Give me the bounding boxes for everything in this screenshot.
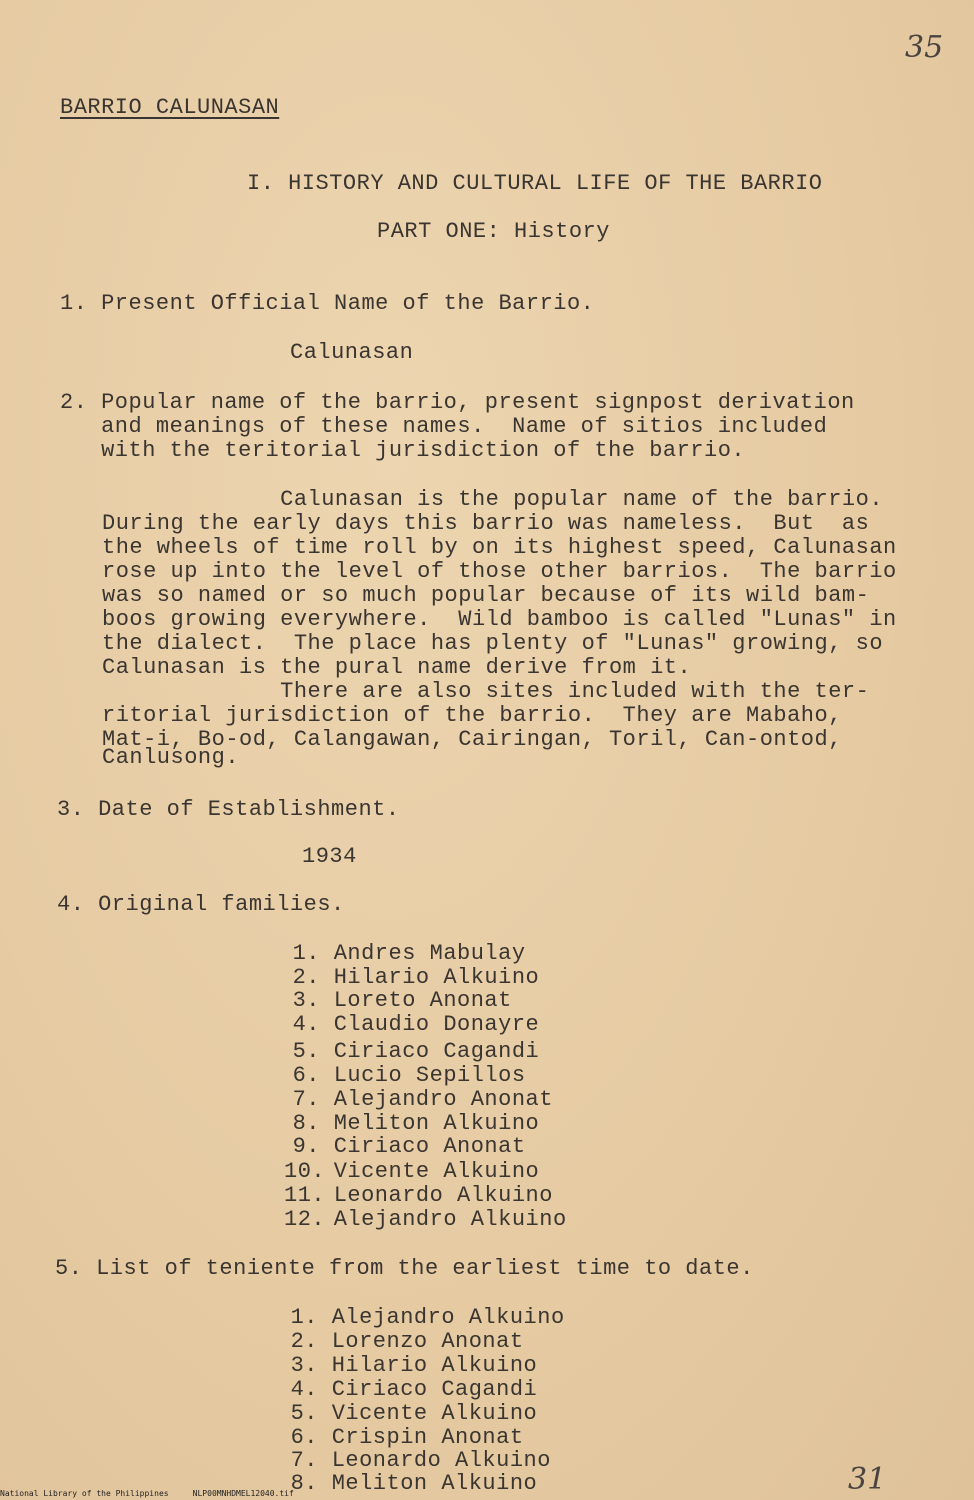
- footer-library: National Library of the Philippines: [0, 1489, 169, 1498]
- list-name: Loreto Anonat: [333, 988, 512, 1013]
- list-item: [284, 1160, 539, 1184]
- list-item: [284, 1064, 526, 1088]
- list-item: [282, 1354, 537, 1378]
- scan-footer: [0, 1489, 294, 1498]
- list-name: Leonardo Alkuino: [333, 1183, 553, 1208]
- list-item: [284, 1112, 539, 1136]
- list-name: Lorenzo Anonat: [331, 1329, 524, 1354]
- list-number: 5.: [290, 1401, 318, 1426]
- list-item: [284, 1135, 526, 1159]
- list-item: [282, 1449, 551, 1473]
- list-number: 10.: [284, 1159, 326, 1184]
- list-number: 2.: [290, 1329, 318, 1354]
- handwritten-page-number: 35: [905, 30, 944, 65]
- list-number: 1.: [290, 1305, 318, 1330]
- list-number: 8.: [292, 1111, 320, 1136]
- list-item: [284, 942, 526, 966]
- list-number: 3.: [290, 1353, 318, 1378]
- list-item: [284, 966, 539, 990]
- list-item: [282, 1402, 537, 1426]
- list-number: 5.: [292, 1039, 320, 1064]
- list-name: Alejandro Anonat: [333, 1087, 553, 1112]
- list-number: 6.: [290, 1425, 318, 1450]
- question-3-answer: 1934: [302, 844, 357, 869]
- list-number: 4.: [290, 1377, 318, 1402]
- list-item: [284, 1088, 553, 1112]
- answer-line: ritorial jurisdiction of the barrio. They are Mabaho,: [102, 703, 842, 728]
- list-item: [282, 1330, 524, 1354]
- answer-line: Canlusong.: [102, 745, 240, 770]
- answer-line: the dialect. The place has plenty of "Lunas" growing, so: [102, 631, 884, 656]
- answer-line: rose up into the level of those other barrios. The barrio: [102, 559, 897, 584]
- list-item: [282, 1306, 565, 1330]
- handwritten-bottom-number: 31: [848, 1462, 887, 1497]
- answer-line: There are also sites included with the ter-: [102, 679, 870, 704]
- list-item: [282, 1426, 524, 1450]
- list-name: Vicente Alkuino: [333, 1159, 540, 1184]
- answer-line: boos growing everywhere. Wild bamboo is called "Lunas" in: [102, 607, 897, 632]
- answer-line: Mat-i, Bo-od, Calangawan, Cairingan, Toril, Can-ontod,: [102, 727, 842, 752]
- question-2-line: and meanings of these names. Name of sitios included: [60, 414, 828, 439]
- list-name: Alejandro Alkuino: [333, 1207, 567, 1232]
- list-number: 6.: [292, 1063, 320, 1088]
- list-name: Ciriaco Cagandi: [331, 1377, 538, 1402]
- question-1-label: 1. Present Official Name of the Barrio.: [60, 291, 595, 316]
- part-title: PART ONE: History: [377, 219, 610, 244]
- list-number: 9.: [292, 1134, 320, 1159]
- list-item: [284, 1208, 567, 1232]
- list-name: Andres Mabulay: [333, 941, 526, 966]
- answer-line: Calunasan is the popular name of the barrio.: [102, 487, 884, 512]
- list-name: Claudio Donayre: [333, 1012, 540, 1037]
- list-name: Crispin Anonat: [331, 1425, 524, 1450]
- answer-line: During the early days this barrio was nameless. But as: [102, 511, 870, 536]
- list-number: 4.: [292, 1012, 320, 1037]
- list-number: 8.: [290, 1471, 318, 1496]
- answer-line: was so named or so much popular because of its wild bam-: [102, 583, 870, 608]
- list-name: Hilario Alkuino: [333, 965, 540, 990]
- question-3-label: 3. Date of Establishment.: [57, 797, 400, 822]
- list-number: 3.: [292, 988, 320, 1013]
- list-item: [284, 1013, 539, 1037]
- main-title: I. HISTORY AND CULTURAL LIFE OF THE BARRIO: [247, 171, 823, 196]
- list-name: Ciriaco Anonat: [333, 1134, 526, 1159]
- question-1-answer: Calunasan: [290, 340, 414, 365]
- list-name: Leonardo Alkuino: [331, 1448, 551, 1473]
- list-name: Meliton Alkuino: [331, 1471, 538, 1496]
- list-item: [284, 989, 512, 1013]
- list-number: 2.: [292, 965, 320, 990]
- list-number: 7.: [290, 1448, 318, 1473]
- list-item: [284, 1040, 539, 1064]
- list-name: Lucio Sepillos: [333, 1063, 526, 1088]
- list-name: Vicente Alkuino: [331, 1401, 538, 1426]
- list-name: Hilario Alkuino: [331, 1353, 538, 1378]
- answer-line: the wheels of time roll by on its highest speed, Calunasan: [102, 535, 897, 560]
- question-4-label: 4. Original families.: [57, 892, 345, 917]
- list-number: 12.: [284, 1207, 326, 1232]
- list-number: 11.: [284, 1183, 326, 1208]
- list-number: 7.: [292, 1087, 320, 1112]
- list-item: [282, 1472, 537, 1496]
- list-name: Meliton Alkuino: [333, 1111, 540, 1136]
- question-5-label: 5. List of teniente from the earliest time to date.: [55, 1256, 754, 1281]
- list-item: [284, 1184, 553, 1208]
- list-number: 1.: [292, 941, 320, 966]
- question-2-line: with the teritorial jurisdiction of the barrio.: [60, 438, 746, 463]
- barrio-heading: BARRIO CALUNASAN: [60, 95, 280, 120]
- list-item: [282, 1378, 537, 1402]
- footer-filename: NLP00MNHDMEL12040.tif: [192, 1489, 294, 1498]
- list-name: Alejandro Alkuino: [331, 1305, 565, 1330]
- list-name: Ciriaco Cagandi: [333, 1039, 540, 1064]
- answer-line: Calunasan is the pural name derive from it.: [102, 655, 692, 680]
- question-2-line: 2. Popular name of the barrio, present signpost derivation: [60, 390, 855, 415]
